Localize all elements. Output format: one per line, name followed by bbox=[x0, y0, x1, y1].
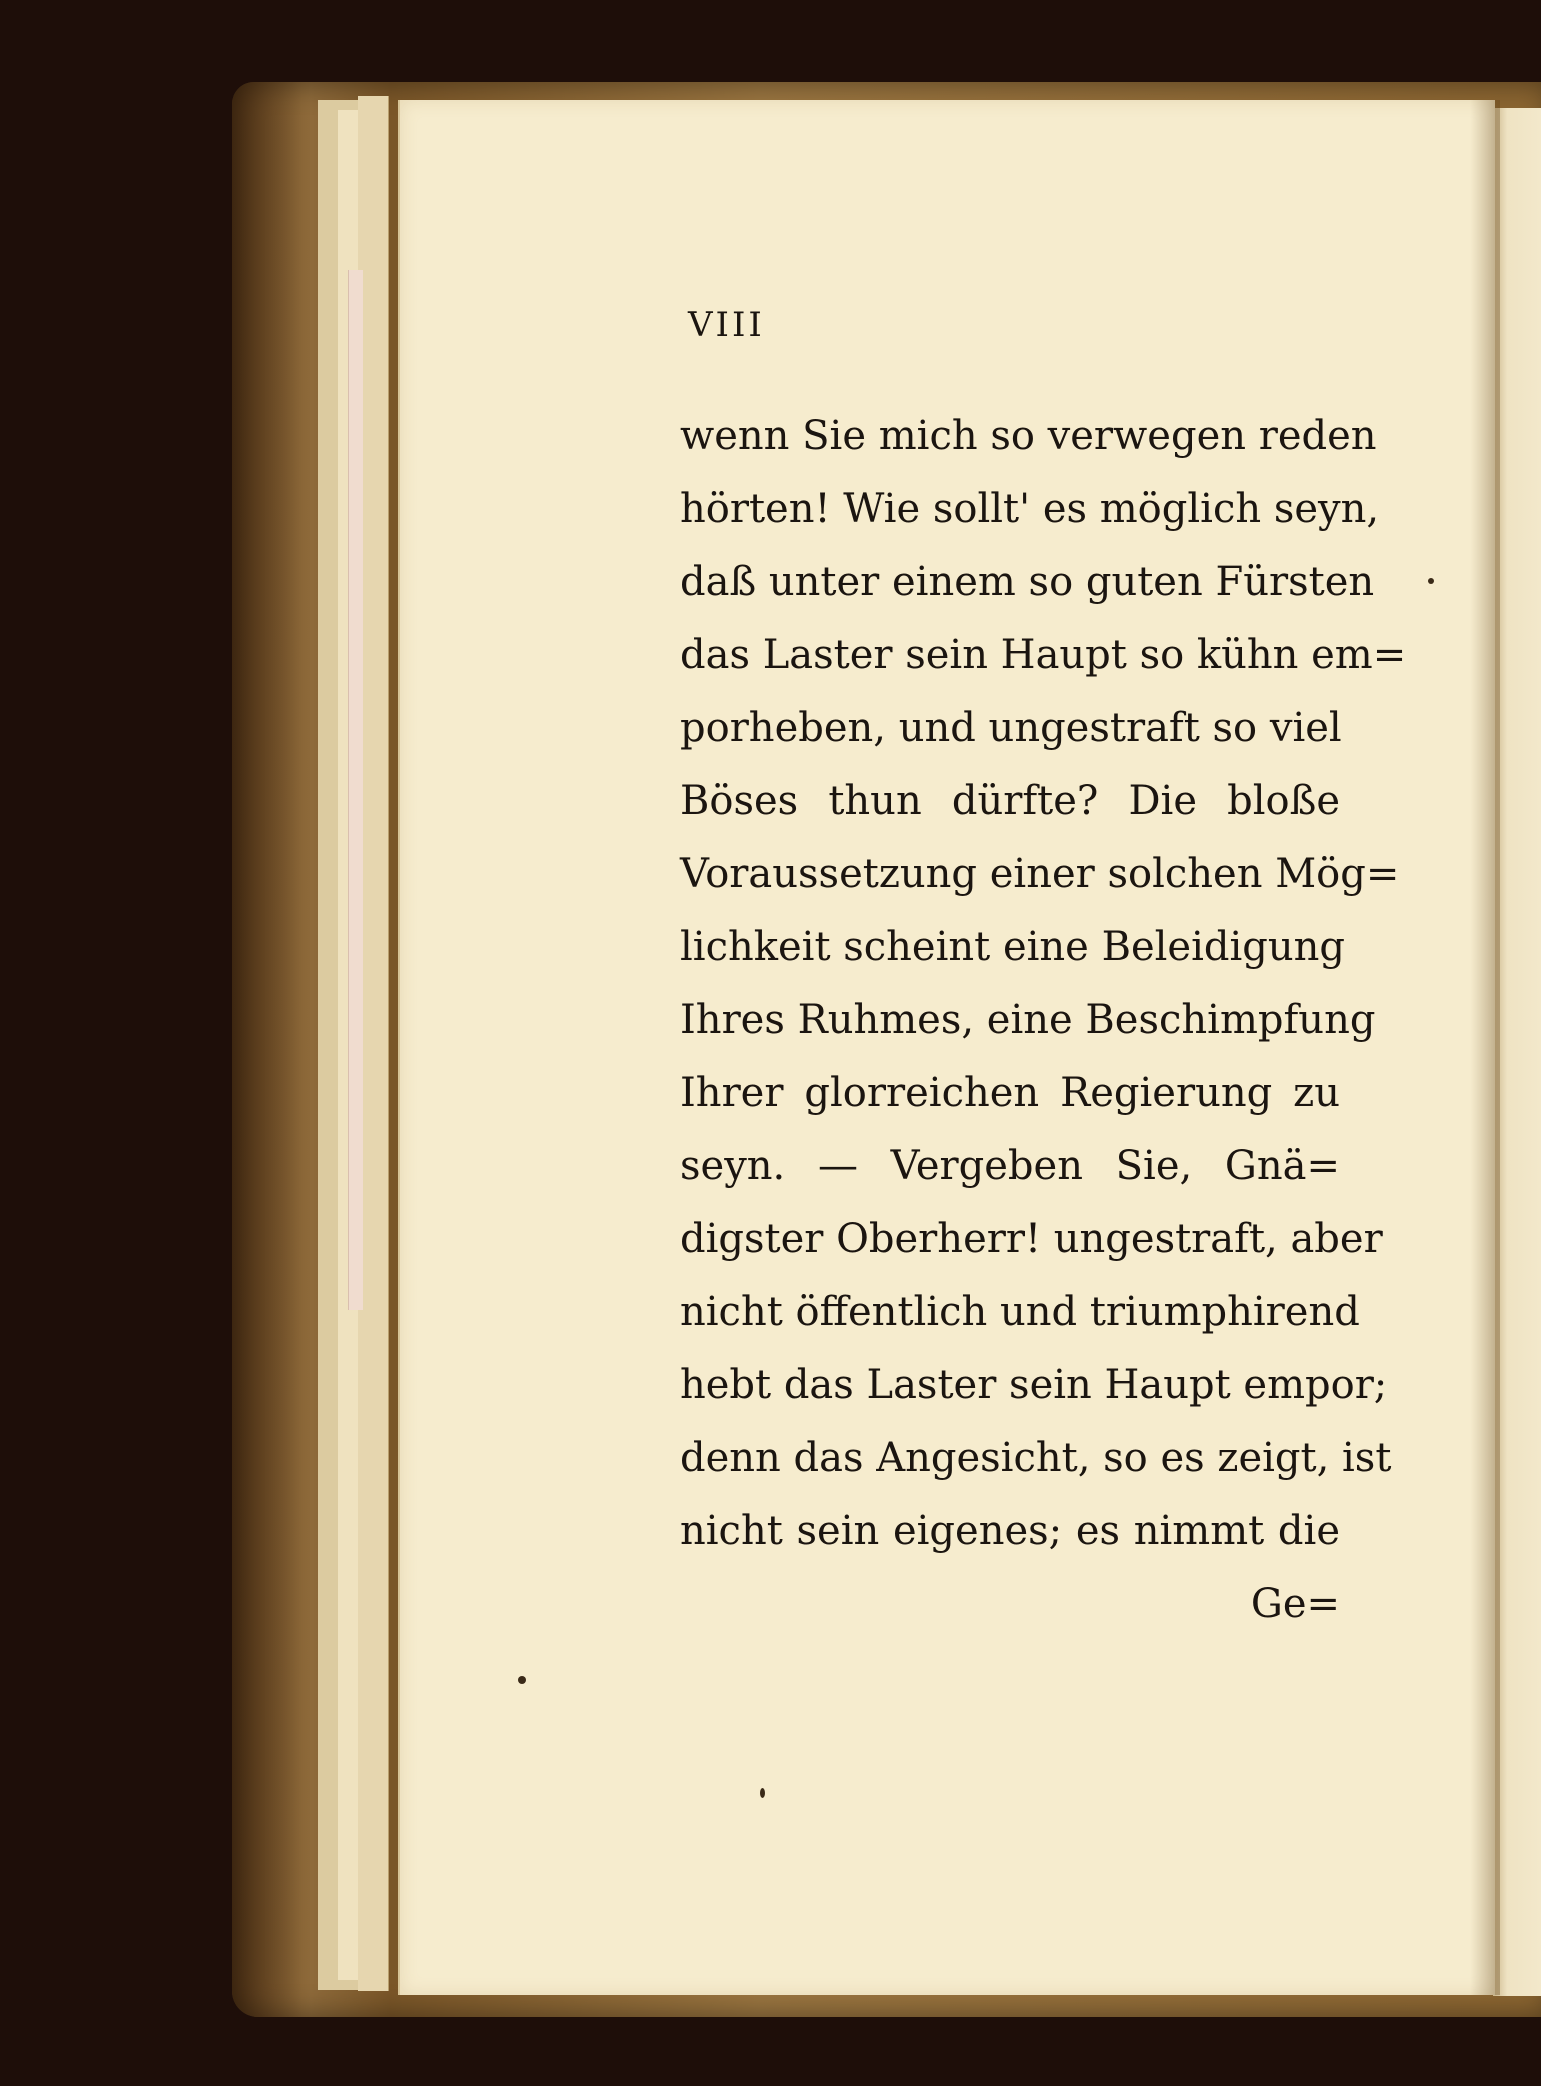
page-number: VIII bbox=[688, 305, 765, 345]
text-line: daß unter einem so guten Fürsten bbox=[680, 559, 1375, 605]
text-line: wenn Sie mich so verwegen reden bbox=[680, 413, 1377, 459]
facing-page bbox=[1493, 108, 1541, 1996]
text-line: porheben, und ungestraft so viel bbox=[680, 705, 1342, 751]
text-line: Ihres Ruhmes, eine Beschimpfung bbox=[680, 997, 1376, 1043]
body-text bbox=[680, 400, 1407, 1641]
text-line: das Laster sein Haupt so kühn em= bbox=[680, 632, 1407, 678]
catchword: Ge= bbox=[1250, 1581, 1340, 1627]
text-line: seyn. — Vergeben Sie, Gnä= bbox=[680, 1143, 1340, 1189]
text-line: Voraussetzung einer solchen Mög= bbox=[680, 851, 1400, 897]
text-line: hebt das Laster sein Haupt empor; bbox=[680, 1362, 1388, 1408]
text-line: Ihrer glorreichen Regierung zu bbox=[680, 1070, 1340, 1116]
bookmark-slip bbox=[348, 270, 363, 1310]
text-line: digster Oberherr! ungestraft, aber bbox=[680, 1216, 1383, 1262]
text-line: nicht öffentlich und triumphirend bbox=[680, 1289, 1360, 1335]
ink-speck bbox=[1428, 578, 1434, 584]
page-gutter bbox=[1470, 100, 1500, 1995]
ink-speck bbox=[518, 1676, 526, 1684]
ink-speck bbox=[760, 1788, 765, 1798]
cover-shadow bbox=[232, 82, 302, 2017]
text-line: hörten! Wie sollt' es möglich seyn, bbox=[680, 486, 1380, 532]
text-line: nicht sein eigenes; es nimmt die bbox=[680, 1508, 1340, 1554]
text-line: lichkeit scheint eine Beleidigung bbox=[680, 924, 1346, 970]
text-line: Böses thun dürfte? Die bloße bbox=[680, 778, 1340, 824]
text-line: denn das Angesicht, so es zeigt, ist bbox=[680, 1435, 1392, 1481]
